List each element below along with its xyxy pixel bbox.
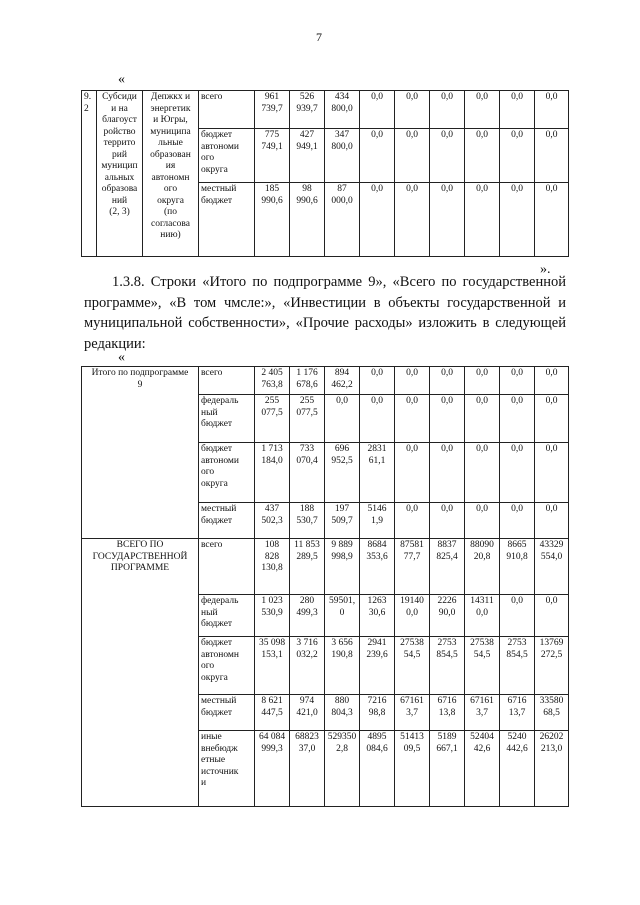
value-cell: 775 749,1 [255, 129, 290, 183]
funding-source-cell: бюджет автономн ого округа [199, 637, 255, 695]
funding-source-cell: местный бюджет [199, 503, 255, 539]
value-cell: 0,0 [360, 183, 395, 257]
value-cell: 0,0 [430, 91, 465, 129]
page-number: 7 [316, 30, 322, 44]
funding-source-cell: федераль ный бюджет [199, 395, 255, 443]
value-cell: 35 098 153,1 [255, 637, 290, 695]
value-cell: 0,0 [360, 395, 395, 443]
value-cell: 87581 77,7 [395, 539, 430, 595]
value-cell: 64 084 999,3 [255, 731, 290, 807]
value-cell: 0,0 [465, 395, 500, 443]
value-cell: 59501, 0 [325, 595, 360, 637]
value-cell: 2831 61,1 [360, 443, 395, 503]
value-cell: 0,0 [465, 367, 500, 395]
value-cell: 0,0 [535, 595, 569, 637]
value-cell: 0,0 [325, 395, 360, 443]
value-cell: 88090 20,8 [465, 539, 500, 595]
value-cell: 43329 554,0 [535, 539, 569, 595]
value-cell: 280 499,3 [290, 595, 325, 637]
value-cell: 696 952,5 [325, 443, 360, 503]
value-cell: 33580 68,5 [535, 695, 569, 731]
value-cell: 255 077,5 [290, 395, 325, 443]
value-cell: 0,0 [395, 443, 430, 503]
value-cell: 0,0 [430, 395, 465, 443]
value-cell: 0,0 [360, 367, 395, 395]
value-cell: 8684 353,6 [360, 539, 395, 595]
value-cell: 0,0 [500, 595, 535, 637]
value-cell: 26202 213,0 [535, 731, 569, 807]
value-cell: 0,0 [465, 183, 500, 257]
value-cell: 7216 98,8 [360, 695, 395, 731]
value-cell: 1 713 184,0 [255, 443, 290, 503]
value-cell: 0,0 [395, 129, 430, 183]
value-cell: 974 421,0 [290, 695, 325, 731]
value-cell: 0,0 [500, 129, 535, 183]
value-cell: 67161 3,7 [465, 695, 500, 731]
value-cell: 529350 2,8 [325, 731, 360, 807]
value-cell: 0,0 [395, 367, 430, 395]
value-cell: 52404 42,6 [465, 731, 500, 807]
value-cell: 6716 13,7 [500, 695, 535, 731]
funding-source-cell: федераль ный бюджет [199, 595, 255, 637]
value-cell: 5240 442,6 [500, 731, 535, 807]
value-cell: 0,0 [500, 91, 535, 129]
value-cell: 4895 084,6 [360, 731, 395, 807]
value-cell: 197 509,7 [325, 503, 360, 539]
value-cell: 0,0 [395, 395, 430, 443]
value-cell: 27538 54,5 [395, 637, 430, 695]
table-row [82, 367, 569, 395]
value-cell: 0,0 [465, 503, 500, 539]
value-cell: 0,0 [535, 503, 569, 539]
opening-quote-2: « [118, 350, 125, 365]
table-row [82, 91, 569, 129]
value-cell: 9 889 998,9 [325, 539, 360, 595]
value-cell: 0,0 [465, 443, 500, 503]
group-title-cell: Итого по подпрограмме 9 [82, 367, 199, 539]
funding-source-cell: иные внебюдж етные источник и [199, 731, 255, 807]
value-cell: 6716 13,8 [430, 695, 465, 731]
value-cell: 1263 30,6 [360, 595, 395, 637]
group-title-cell: ВСЕГО ПО ГОСУДАРСТВЕННОЙ ПРОГРАММЕ [82, 539, 199, 807]
value-cell: 8665 910,8 [500, 539, 535, 595]
funding-source-cell: местный бюджет [199, 695, 255, 731]
value-cell: 2753 854,5 [500, 637, 535, 695]
value-cell: 0,0 [500, 183, 535, 257]
value-cell: 14311 0,0 [465, 595, 500, 637]
value-cell: 255 077,5 [255, 395, 290, 443]
value-cell: 0,0 [535, 443, 569, 503]
value-cell: 0,0 [430, 443, 465, 503]
value-cell: 19140 0,0 [395, 595, 430, 637]
value-cell: 0,0 [430, 367, 465, 395]
row-number-cell: 9. 2 [82, 91, 97, 257]
value-cell: 0,0 [430, 503, 465, 539]
value-cell: 0,0 [360, 91, 395, 129]
value-cell: 0,0 [395, 183, 430, 257]
value-cell: 0,0 [535, 183, 569, 257]
value-cell: 2 405 763,8 [255, 367, 290, 395]
value-cell: 3 716 032,2 [290, 637, 325, 695]
value-cell: 0,0 [500, 395, 535, 443]
subsidy-table [81, 90, 569, 257]
value-cell: 68823 37,0 [290, 731, 325, 807]
opening-quote-1: « [118, 72, 125, 87]
value-cell: 0,0 [535, 129, 569, 183]
value-cell: 0,0 [395, 91, 430, 129]
value-cell: 11 853 289,5 [290, 539, 325, 595]
value-cell: 0,0 [535, 91, 569, 129]
funding-source-cell: всего [199, 91, 255, 129]
value-cell: 434 800,0 [325, 91, 360, 129]
value-cell: 0,0 [535, 395, 569, 443]
value-cell: 2753 854,5 [430, 637, 465, 695]
value-cell: 2941 239,6 [360, 637, 395, 695]
value-cell: 5189 667,1 [430, 731, 465, 807]
funding-source-cell: всего [199, 367, 255, 395]
value-cell: 0,0 [465, 129, 500, 183]
value-cell: 185 990,6 [255, 183, 290, 257]
funding-source-cell: местный бюджет [199, 183, 255, 257]
value-cell: 347 800,0 [325, 129, 360, 183]
value-cell: 526 939,7 [290, 91, 325, 129]
amendment-paragraph-text: 1.3.8. Строки «Итого по подпрограмме 9», «Всего по государственной программе», «В том чмсле:», «Инвестиции в объекты государственной и муниципальной собственности», «Прочие расходы» изложить в следующей редакции: [84, 274, 566, 352]
closing-quote: ». [540, 262, 551, 277]
value-cell: 894 462,2 [325, 367, 360, 395]
amendment-paragraph [84, 272, 566, 354]
value-cell: 3 656 190,8 [325, 637, 360, 695]
value-cell: 0,0 [360, 129, 395, 183]
value-cell: 188 530,7 [290, 503, 325, 539]
value-cell: 108 828 130,8 [255, 539, 290, 595]
value-cell: 0,0 [535, 367, 569, 395]
value-cell: 2226 90,0 [430, 595, 465, 637]
value-cell: 67161 3,7 [395, 695, 430, 731]
value-cell: 87 000,0 [325, 183, 360, 257]
value-cell: 8 621 447,5 [255, 695, 290, 731]
value-cell: 961 739,7 [255, 91, 290, 129]
totals-table [81, 366, 569, 807]
value-cell: 8837 825,4 [430, 539, 465, 595]
value-cell: 733 070,4 [290, 443, 325, 503]
funding-source-cell: бюджет автономи ого округа [199, 443, 255, 503]
value-cell: 13769 272,5 [535, 637, 569, 695]
measure-name-cell: Субсиди и на благоуст ройство террито рий муницип альных образова ний (2, 3) [97, 91, 143, 257]
table-row [82, 539, 569, 595]
value-cell: 437 502,3 [255, 503, 290, 539]
value-cell: 0,0 [465, 91, 500, 129]
value-cell: 0,0 [430, 129, 465, 183]
value-cell: 427 949,1 [290, 129, 325, 183]
executor-cell: Депжкх и энергетик и Югры, муниципа льные образован ия автономн ого округа (по согласова нию) [143, 91, 199, 257]
value-cell: 1 023 530,9 [255, 595, 290, 637]
funding-source-cell: всего [199, 539, 255, 595]
funding-source-cell: бюджет автономи ого округа [199, 129, 255, 183]
value-cell: 27538 54,5 [465, 637, 500, 695]
value-cell: 51413 09,5 [395, 731, 430, 807]
value-cell: 880 804,3 [325, 695, 360, 731]
value-cell: 0,0 [500, 367, 535, 395]
value-cell: 0,0 [500, 503, 535, 539]
value-cell: 5146 1,9 [360, 503, 395, 539]
value-cell: 0,0 [430, 183, 465, 257]
value-cell: 0,0 [395, 503, 430, 539]
value-cell: 0,0 [500, 443, 535, 503]
value-cell: 1 176 678,6 [290, 367, 325, 395]
value-cell: 98 990,6 [290, 183, 325, 257]
